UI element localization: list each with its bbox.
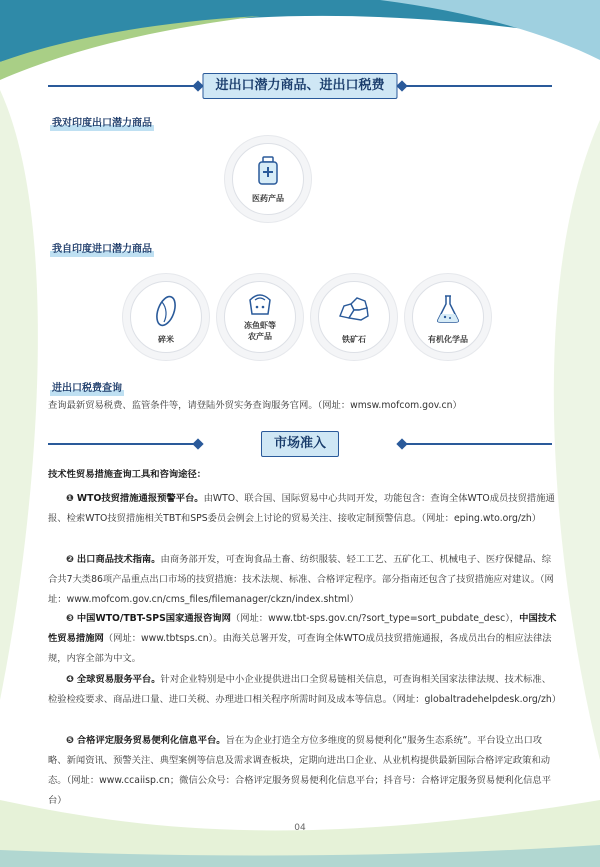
rice-grain-icon (153, 294, 179, 328)
item-body: 由WTO、联合国、国际贸易中心共同开发，功能包含：查询全体WTO成员技贸措施通报、检索WTO技贸措施相关TBT和SPS委员会例会上讨论的贸易关注、接收定制预警信息。（网址：eping.wto.org/zh） (48, 493, 555, 524)
import-item-seafood (216, 273, 304, 361)
import-item-label-seafood: 冻鱼虾等 农产品 (244, 321, 276, 341)
import-item-iron-ore (310, 273, 398, 361)
subhead-tax-query: 进出口税费查询 (50, 379, 124, 394)
import-item-label-chemicals: 有机化学品 (428, 335, 468, 344)
subhead-import-potential: 我自印度进口潜力商品 (50, 240, 154, 255)
title-line-right (402, 85, 552, 87)
section-title-market-access (0, 431, 600, 457)
item-title: WTO技贸措施通报预警平台。 (76, 493, 204, 504)
export-item-medicine (224, 135, 312, 223)
title-line-left (48, 85, 198, 87)
title-line-left (48, 443, 198, 445)
iron-ore-icon (337, 294, 371, 322)
section-title-box: 市场准入 (261, 431, 339, 457)
chemical-flask-icon (434, 294, 462, 324)
item-title: 中国WTO/TBT-SPS国家通报咨询网 (76, 613, 231, 624)
medicine-bottle-icon (254, 156, 282, 186)
item-title: 全球贸易服务平台。 (76, 674, 161, 685)
export-item-label: 医药产品 (252, 194, 284, 203)
subhead-export-potential: 我对印度出口潜力商品 (50, 114, 154, 129)
import-item-label-rice: 碎米 (158, 335, 174, 344)
market-access-item-2 (48, 550, 558, 610)
market-access-heading-text: 技术性贸易措施查询工具和咨询途径： (48, 469, 207, 480)
import-item-label-iron: 铁矿石 (342, 335, 366, 344)
title-line-right (402, 443, 552, 445)
seafood-bag-icon (246, 290, 274, 316)
item-title-2: 中国技术性贸易措施网 (48, 613, 557, 644)
import-item-broken-rice (122, 273, 210, 361)
item-body: 由商务部开发，可查询食品土畜、纺织服装、轻工工艺、五矿化工、机械电子、医疗保健品、综合共7大类86项产品重点出口市场的技贸措施：技术法规、标准、合格评定程序。部分指南还包含了技贸措施应对建议。（网址：www.mofcom.gov.cn/cms_files/filemanager/ckzn/index.shtml） (48, 554, 554, 605)
market-access-item-4 (48, 670, 562, 710)
item-number: ❹ (66, 674, 74, 685)
section-title-potential-goods (0, 73, 600, 99)
item-body: 针对企业特别是中小企业提供进出口全贸易链相关信息，可查询相关国家法律法规、技术标准、检验检疫要求、商品进口量、进口关税、办理进口相关程序所需时间及成本等信息。（网址：globaltradehelpdesk.org/zh） (48, 674, 562, 705)
market-access-item-5 (48, 731, 558, 811)
market-access-item-3 (48, 609, 558, 669)
item-title: 合格评定服务贸易便利化信息平台。 (76, 735, 226, 746)
section-title-box: 进出口潜力商品、进出口税费 (202, 73, 397, 99)
item-body-2: （网址：www.tbtsps.cn）。由海关总署开发，可查询全体WTO成员技贸措施通报，各成员出台的相应法律法规，内容全部为中文。 (48, 633, 552, 664)
item-title: 出口商品技术指南。 (76, 554, 161, 565)
market-access-item-1 (48, 489, 558, 529)
item-number: ❷ (66, 554, 74, 565)
item-number: ❺ (66, 735, 74, 746)
market-access-heading (48, 465, 558, 485)
page-number: 04 (294, 823, 306, 833)
item-body: （网址：www.tbt-sps.gov.cn/?sort_type=sort_pubdate_desc）， (230, 613, 520, 624)
item-number: ❶ (66, 493, 74, 504)
item-number: ❸ (66, 613, 74, 624)
import-item-organic-chemicals (404, 273, 492, 361)
tax-query-text: 查询最新贸易税费、监管条件等，请登陆外贸实务查询服务官网。（网址：wmsw.mofcom.gov.cn） (48, 400, 462, 411)
item-body: 旨在为企业打造全方位多维度的贸易便利化“服务生态系统”。平台设立出口攻略、新闻资讯、预警关注、典型案例等信息及需求调查板块，定期向进出口企业、从业机构提供最新国际合格评定政策和动态。（网址：www.ccaiisp.cn；微信公众号：合格评定服务贸易便利化信息平台；抖音号：合格评定服务贸易便利化信息平台） (48, 735, 552, 806)
